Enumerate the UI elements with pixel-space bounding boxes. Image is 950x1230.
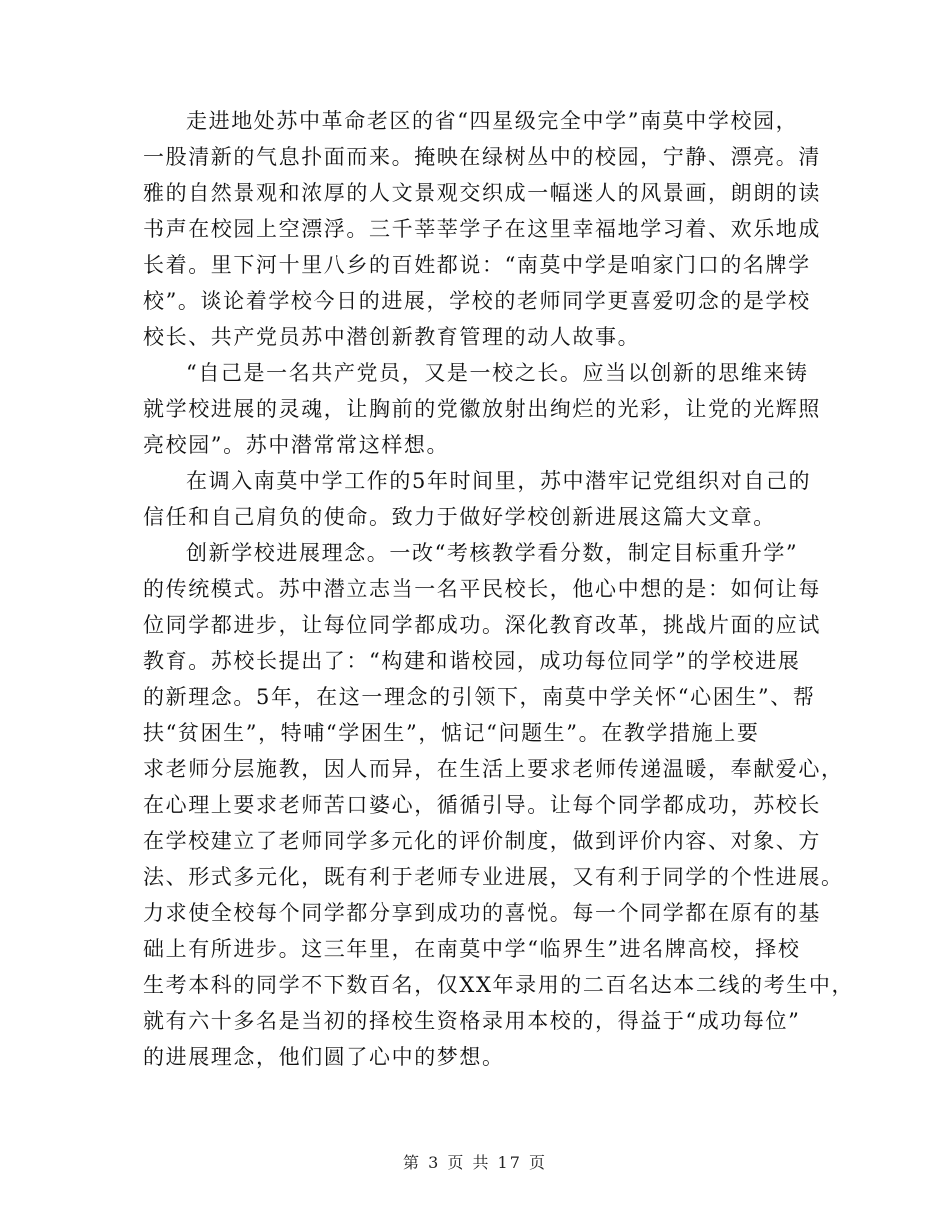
text-line: 础上有所进步。这三年里，在南莫中学“临界生”进名牌高校，择校 [143, 937, 801, 961]
text-line: 校长、共产党员苏中潜创新教育管理的动人故事。 [143, 325, 641, 349]
text-line: 在心理上要求老师苦口婆心，循循引导。让每个同学都成功，苏校长 [143, 793, 821, 817]
paragraph-4 [143, 535, 855, 1075]
text-line: “自己是一名共产党员，又是一校之长。应当以创新的思维来铸 [186, 361, 809, 385]
text-line: 扶“贫困生”，特哺“学困生”，惦记“问题生”。在教学措施上要 [143, 721, 760, 745]
paragraph-2 [143, 355, 821, 463]
text-line: 在调入南莫中学工作的5年时间里，苏中潜牢记党组织对自己的 [186, 469, 812, 493]
text-line: 教育。苏校长提出了：“构建和谐校园，成功每位同学”的学校进展 [143, 649, 801, 673]
text-line: 书声在校园上空漂浮。三千莘莘学子在这里幸福地学习着、欢乐地成 [143, 217, 821, 241]
text-line: 雅的自然景观和浓厚的人文景观交织成一幅迷人的风景画，朗朗的读 [143, 181, 821, 205]
paragraph-3 [143, 463, 813, 535]
text-line: 一股清新的气息扑面而来。掩映在绿树丛中的校园，宁静、漂亮。清 [143, 145, 821, 169]
text-line: 就有六十多名是当初的择校生资格录用本校的，得益于“成功每位” [143, 1009, 801, 1033]
text-line: 位同学都进步，让每位同学都成功。深化教育改革，挑战片面的应试 [143, 613, 821, 637]
paragraph-1 [143, 103, 821, 355]
page-number-footer: 第 3 页 共 17 页 [403, 1153, 547, 1172]
text-line: 校”。谈论着学校今日的进展，学校的老师同学更喜爱叨念的是学校 [143, 289, 811, 313]
text-line: 信任和自己肩负的使命。致力于做好学校创新进展这篇大文章。 [143, 505, 776, 529]
text-line: 在学校建立了老师同学多元化的评价制度，做到评价内容、对象、方 [143, 829, 821, 853]
text-line: 创新学校进展理念。一改“考核教学看分数，制定目标重升学” [186, 541, 799, 565]
text-line: 生考本科的同学不下数百名，仅XX年录用的二百名达本二线的考生中， [143, 973, 855, 997]
text-line: 亮校园”。苏中潜常常这样想。 [143, 433, 450, 457]
text-line: 走进地处苏中革命老区的省“四星级完全中学”南莫中学校园， [186, 109, 799, 133]
text-line: 的进展理念，他们圆了心中的梦想。 [143, 1045, 505, 1069]
text-line: 的传统模式。苏中潜立志当一名平民校长，他心中想的是：如何让每 [143, 577, 821, 601]
text-line: 就学校进展的灵魂，让胸前的党徽放射出绚烂的光彩，让党的光辉照 [143, 397, 821, 421]
text-line: 法、形式多元化，既有利于老师专业进展，又有利于同学的个性进展。 [143, 865, 844, 889]
text-line: 求老师分层施教，因人而异，在生活上要求老师传递温暖，奉献爱心， [143, 757, 844, 781]
text-line: 力求使全校每个同学都分享到成功的喜悦。每一个同学都在原有的基 [143, 901, 821, 925]
article-body [143, 103, 855, 1075]
text-line: 的新理念。5年，在这一理念的引领下，南莫中学关怀“心困生”、帮 [143, 685, 816, 709]
text-line: 长着。里下河十里八乡的百姓都说：“南莫中学是咱家门口的名牌学 [143, 253, 811, 277]
